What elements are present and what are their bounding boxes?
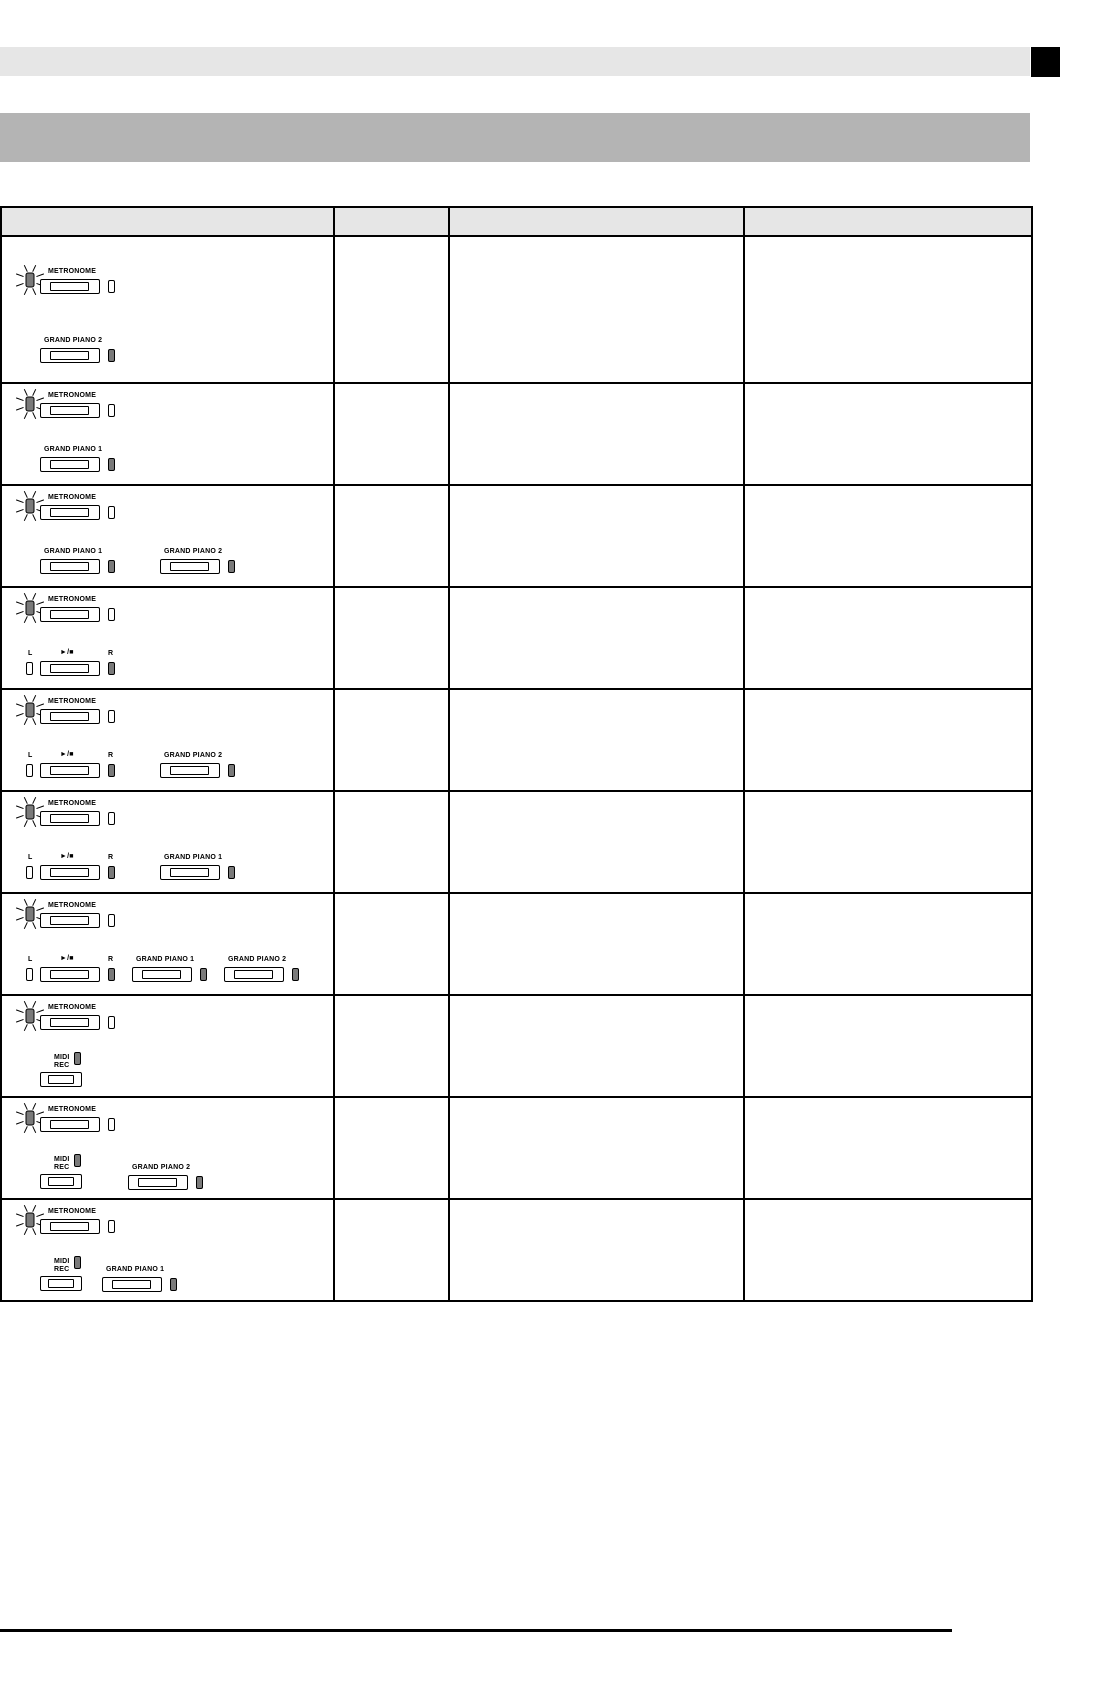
note-cell xyxy=(744,893,1032,995)
metronome-label: METRONOME xyxy=(48,596,97,603)
metronome-button[interactable] xyxy=(40,279,100,294)
metronome-label: METRONOME xyxy=(48,494,97,501)
grand-piano-2-lamp xyxy=(228,560,235,573)
indicator-cell xyxy=(1,383,334,485)
table-row xyxy=(1,1199,1032,1301)
header-cell xyxy=(744,207,1032,236)
metronome-button[interactable] xyxy=(40,1015,100,1030)
panel-illustration xyxy=(2,588,332,688)
midi-label: MIDI xyxy=(54,1156,70,1163)
indicator-cell xyxy=(1,995,334,1097)
grand-piano-2-lamp xyxy=(292,968,299,981)
metronome-lamp xyxy=(108,608,115,621)
indicator-cell xyxy=(1,689,334,791)
grand-piano-1-button[interactable] xyxy=(160,865,220,880)
description-cell xyxy=(449,995,744,1097)
status-cell xyxy=(334,236,449,383)
status-cell xyxy=(334,485,449,587)
grand-piano-1-lamp xyxy=(170,1278,177,1291)
status-cell xyxy=(334,791,449,893)
metronome-button[interactable] xyxy=(40,403,100,418)
grand-piano-1-label: GRAND PIANO 1 xyxy=(44,446,103,453)
metronome-label: METRONOME xyxy=(48,1004,97,1011)
description-cell xyxy=(449,1199,744,1301)
metronome-label: METRONOME xyxy=(48,698,97,705)
right-hand-lamp xyxy=(108,764,115,777)
rec-label: REC xyxy=(54,1266,70,1273)
grand-piano-1-lamp xyxy=(228,866,235,879)
grand-piano-1-label: GRAND PIANO 1 xyxy=(44,548,103,555)
rec-button[interactable] xyxy=(40,1276,82,1291)
note-cell xyxy=(744,995,1032,1097)
grand-piano-1-label: GRAND PIANO 1 xyxy=(136,956,195,963)
indicator-cell xyxy=(1,587,334,689)
table-row xyxy=(1,893,1032,995)
metronome-lamp xyxy=(108,710,115,723)
page-header-band xyxy=(0,47,1030,76)
right-hand-label: R xyxy=(108,752,114,759)
right-hand-label: R xyxy=(108,956,114,963)
grand-piano-2-lamp xyxy=(108,349,115,362)
right-hand-label: R xyxy=(108,854,114,861)
table-row xyxy=(1,689,1032,791)
footer-rule xyxy=(0,1629,952,1632)
note-cell xyxy=(744,1097,1032,1199)
grand-piano-1-label: GRAND PIANO 1 xyxy=(164,854,223,861)
description-cell xyxy=(449,236,744,383)
grand-piano-2-lamp xyxy=(228,764,235,777)
table-header-row xyxy=(1,207,1032,236)
note-cell xyxy=(744,236,1032,383)
panel-illustration xyxy=(2,690,332,790)
panel-illustration xyxy=(2,486,332,586)
status-cell xyxy=(334,1199,449,1301)
grand-piano-2-button[interactable] xyxy=(160,559,220,574)
metronome-lamp xyxy=(108,280,115,293)
metronome-lamp xyxy=(108,1016,115,1029)
play-stop-button[interactable] xyxy=(40,661,100,676)
rec-label: REC xyxy=(54,1062,70,1069)
description-cell xyxy=(449,383,744,485)
grand-piano-2-label: GRAND PIANO 2 xyxy=(228,956,287,963)
description-cell xyxy=(449,689,744,791)
rec-button[interactable] xyxy=(40,1174,82,1189)
left-hand-lamp xyxy=(26,662,33,675)
play-stop-label: ►/■ xyxy=(60,649,74,656)
rec-label: REC xyxy=(54,1164,70,1171)
metronome-lamp xyxy=(108,506,115,519)
status-cell xyxy=(334,689,449,791)
metronome-lamp xyxy=(108,404,115,417)
panel-illustration xyxy=(2,1200,332,1300)
metronome-button[interactable] xyxy=(40,505,100,520)
indicator-cell xyxy=(1,1199,334,1301)
midi-label: MIDI xyxy=(54,1258,70,1265)
left-hand-label: L xyxy=(28,854,33,861)
right-hand-lamp xyxy=(108,866,115,879)
header-cell xyxy=(1,207,334,236)
metronome-label: METRONOME xyxy=(48,800,97,807)
status-cell xyxy=(334,893,449,995)
grand-piano-1-button[interactable] xyxy=(40,457,100,472)
midi-rec-lamp xyxy=(74,1052,81,1065)
grand-piano-2-button[interactable] xyxy=(224,967,284,982)
grand-piano-2-lamp xyxy=(196,1176,203,1189)
left-hand-lamp xyxy=(26,764,33,777)
note-cell xyxy=(744,1199,1032,1301)
grand-piano-1-button[interactable] xyxy=(102,1277,162,1292)
panel-illustration xyxy=(2,996,332,1096)
grand-piano-1-lamp xyxy=(108,458,115,471)
metronome-label: METRONOME xyxy=(48,902,97,909)
indicator-cell xyxy=(1,791,334,893)
indicator-table xyxy=(0,206,1033,1302)
metronome-label: METRONOME xyxy=(48,1208,97,1215)
grand-piano-1-lamp xyxy=(200,968,207,981)
panel-illustration xyxy=(2,792,332,892)
indicator-cell xyxy=(1,1097,334,1199)
table-row xyxy=(1,485,1032,587)
metronome-button[interactable] xyxy=(40,1219,100,1234)
page-tab-marker xyxy=(1031,47,1060,77)
description-cell xyxy=(449,485,744,587)
status-cell xyxy=(334,1097,449,1199)
left-hand-label: L xyxy=(28,650,33,657)
description-cell xyxy=(449,893,744,995)
note-cell xyxy=(744,689,1032,791)
play-stop-button[interactable] xyxy=(40,967,100,982)
table-row xyxy=(1,383,1032,485)
metronome-button[interactable] xyxy=(40,1117,100,1132)
description-cell xyxy=(449,791,744,893)
right-hand-lamp xyxy=(108,662,115,675)
grand-piano-2-label: GRAND PIANO 2 xyxy=(132,1164,191,1171)
panel-illustration xyxy=(2,237,332,382)
panel-illustration xyxy=(2,384,332,484)
indicator-cell xyxy=(1,485,334,587)
play-stop-label: ►/■ xyxy=(60,751,74,758)
note-cell xyxy=(744,485,1032,587)
metronome-button[interactable] xyxy=(40,913,100,928)
left-hand-lamp xyxy=(26,866,33,879)
right-hand-label: R xyxy=(108,650,114,657)
right-hand-lamp xyxy=(108,968,115,981)
table-row xyxy=(1,791,1032,893)
left-hand-label: L xyxy=(28,956,33,963)
metronome-button[interactable] xyxy=(40,709,100,724)
metronome-lamp xyxy=(108,1118,115,1131)
note-cell xyxy=(744,383,1032,485)
grand-piano-1-button[interactable] xyxy=(40,559,100,574)
grand-piano-2-label: GRAND PIANO 2 xyxy=(44,337,103,344)
metronome-lamp xyxy=(108,812,115,825)
indicator-cell xyxy=(1,893,334,995)
status-cell xyxy=(334,383,449,485)
panel-illustration xyxy=(2,894,332,994)
status-cell xyxy=(334,995,449,1097)
grand-piano-2-button[interactable] xyxy=(128,1175,188,1190)
left-hand-label: L xyxy=(28,752,33,759)
description-cell xyxy=(449,1097,744,1199)
status-cell xyxy=(334,587,449,689)
play-stop-label: ►/■ xyxy=(60,853,74,860)
indicator-cell xyxy=(1,236,334,383)
table-row xyxy=(1,236,1032,383)
grand-piano-2-button[interactable] xyxy=(40,348,100,363)
play-stop-button[interactable] xyxy=(40,865,100,880)
grand-piano-1-label: GRAND PIANO 1 xyxy=(106,1266,165,1273)
metronome-button[interactable] xyxy=(40,811,100,826)
metronome-lamp xyxy=(108,914,115,927)
grand-piano-1-lamp xyxy=(108,560,115,573)
table-row xyxy=(1,587,1032,689)
metronome-label: METRONOME xyxy=(48,392,97,399)
metronome-label: METRONOME xyxy=(48,1106,97,1113)
section-title-band xyxy=(0,113,1030,162)
panel-illustration xyxy=(2,1098,332,1198)
grand-piano-2-label: GRAND PIANO 2 xyxy=(164,752,223,759)
header-cell xyxy=(449,207,744,236)
table-row xyxy=(1,1097,1032,1199)
grand-piano-2-label: GRAND PIANO 2 xyxy=(164,548,223,555)
note-cell xyxy=(744,791,1032,893)
metronome-label: METRONOME xyxy=(48,268,97,275)
metronome-button[interactable] xyxy=(40,607,100,622)
play-stop-label: ►/■ xyxy=(60,955,74,962)
midi-label: MIDI xyxy=(54,1054,70,1061)
midi-rec-lamp xyxy=(74,1256,81,1269)
metronome-lamp xyxy=(108,1220,115,1233)
left-hand-lamp xyxy=(26,968,33,981)
midi-rec-lamp xyxy=(74,1154,81,1167)
play-stop-button[interactable] xyxy=(40,763,100,778)
table-row xyxy=(1,995,1032,1097)
description-cell xyxy=(449,587,744,689)
note-cell xyxy=(744,587,1032,689)
grand-piano-2-button[interactable] xyxy=(160,763,220,778)
grand-piano-1-button[interactable] xyxy=(132,967,192,982)
header-cell xyxy=(334,207,449,236)
rec-button[interactable] xyxy=(40,1072,82,1087)
